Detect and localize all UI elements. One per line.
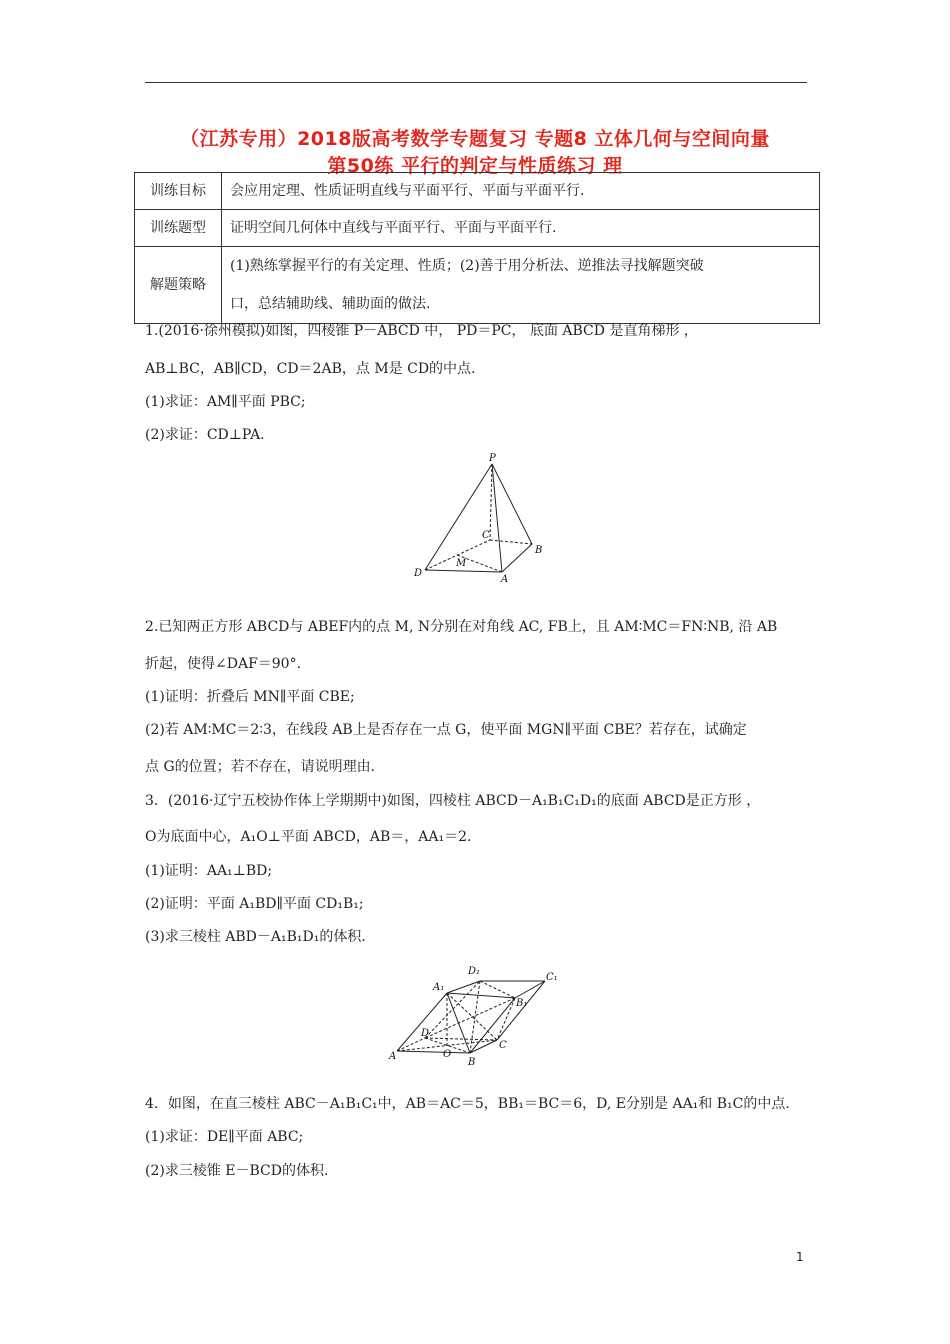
p1-q2: (2)求证：CD⊥PA.	[145, 427, 265, 443]
label-D: D	[421, 1028, 430, 1039]
label-C1: C₁	[546, 972, 558, 983]
p4-q2: (2)求三棱锥 E－BCD的体积.	[145, 1163, 329, 1179]
p3-q2: (2)证明：平面 A₁BD∥平面 CD₁B₁;	[145, 896, 364, 912]
p2-line1: 2.已知两正方形 ABCD与 ABEF内的点 M, N分别在对角线 AC, FB上，且 AM∶MC＝FN∶NB, 沿 AB	[145, 619, 778, 635]
label-B1: B₁	[516, 998, 528, 1009]
header-rule	[145, 82, 807, 83]
table-key: 解题策略	[135, 247, 222, 324]
prism-figure	[385, 958, 570, 1068]
label-A: A	[501, 574, 509, 585]
p1-q1: (1)求证：AM∥平面 PBC;	[145, 394, 306, 410]
label-C: C	[499, 1040, 507, 1051]
label-M: M	[456, 558, 467, 569]
p2-q2-line1: (2)若 AM∶MC＝2∶3，在线段 AB上是否存在一点 G，使平面 MGN∥平面 CBE？若存在，试确定	[145, 722, 747, 738]
pyramid-figure	[405, 450, 565, 585]
p4-q1: (1)求证：DE∥平面 ABC;	[145, 1129, 304, 1145]
label-B: B	[468, 1057, 476, 1068]
label-A: A	[389, 1051, 397, 1062]
p1-line1: 1.(2016·徐州模拟)如图，四棱锥 P－ABCD 中， PD＝PC， 底面 ABCD 是直角梯形 ，	[145, 323, 698, 339]
table-row	[135, 210, 820, 247]
table-key: 训练目标	[135, 173, 222, 210]
label-P: P	[489, 453, 496, 464]
p1-line2: AB⊥BC，AB∥CD，CD＝2AB，点 M是 CD的中点.	[145, 361, 476, 377]
doc-title-line1: （江苏专用）2018版高考数学专题复习 专题8 立体几何与空间向量	[180, 128, 770, 150]
p4-line1: 4．如图，在直三棱柱 ABC－A₁B₁C₁中，AB＝AC＝5，BB₁＝BC＝6，D, E分别是 AA₁和 B₁C的中点.	[145, 1096, 790, 1112]
table-value: 会应用定理、性质证明直线与平面平行、平面与平面平行.	[222, 173, 820, 210]
p2-line2: 折起，使得∠DAF＝90°.	[145, 656, 302, 672]
table-value	[222, 247, 820, 324]
label-C: C	[482, 530, 490, 541]
strategy-line1: (1)熟练掌握平行的有关定理、性质；(2)善于用分析法、逆推法寻找解题突破	[230, 258, 704, 274]
p3-line1: 3．(2016·辽宁五校协作体上学期期中)如图，四棱柱 ABCD－A₁B₁C₁D₁的底面 ABCD是正方形 ，	[145, 793, 761, 809]
label-D: D	[414, 568, 423, 579]
table-row	[135, 173, 820, 210]
p3-q3: (3)求三棱柱 ABD－A₁B₁D₁的体积.	[145, 929, 366, 945]
p2-q2-line2: 点 G的位置；若不存在，请说明理由.	[145, 759, 376, 775]
p3-q1: (1)证明：AA₁⊥BD;	[145, 863, 273, 879]
page-number: 1	[796, 1250, 804, 1264]
strategy-line2: 口，总结辅助线、辅助面的做法.	[230, 296, 431, 312]
p3-line2: O为底面中心，A₁O⊥平面 ABCD，AB＝，AA₁＝2.	[145, 829, 472, 845]
label-A1: A₁	[433, 982, 445, 993]
table-row	[135, 247, 820, 324]
training-info-table	[134, 172, 820, 324]
table-key: 训练题型	[135, 210, 222, 247]
label-O: O	[443, 1049, 452, 1060]
label-D1: D₁	[468, 966, 481, 977]
p2-q1: (1)证明：折叠后 MN∥平面 CBE;	[145, 689, 355, 705]
doc-title-line2: 第50练 平行的判定与性质练习 理	[327, 155, 623, 177]
label-B: B	[535, 545, 543, 556]
table-value: 证明空间几何体中直线与平面平行、平面与平面平行.	[222, 210, 820, 247]
